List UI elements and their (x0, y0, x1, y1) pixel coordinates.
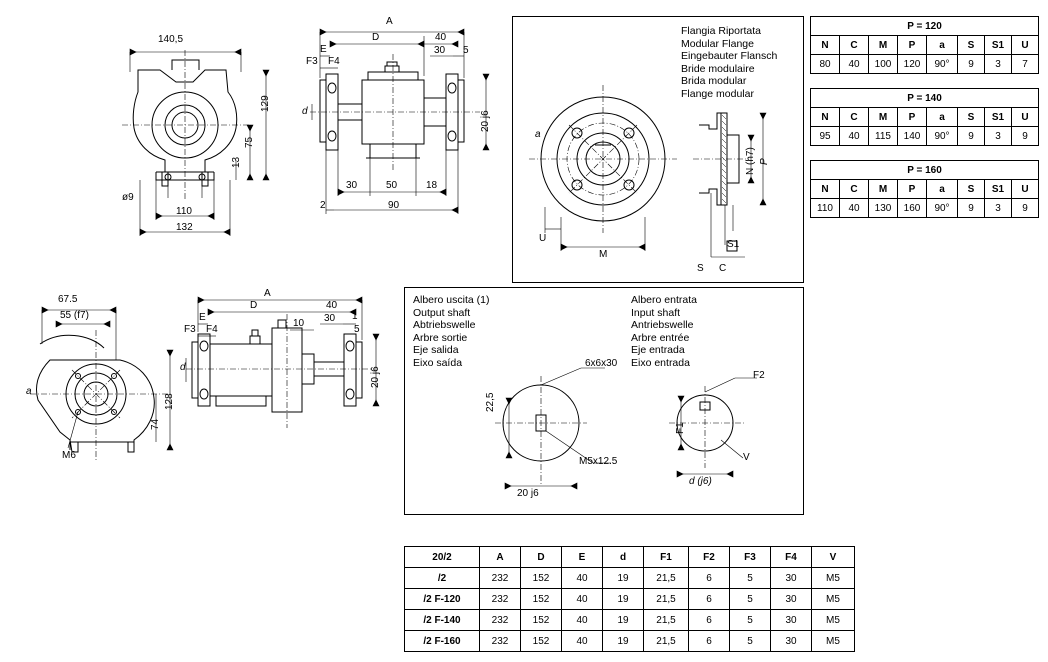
flange-caption-fr: Bride modulaire (681, 62, 755, 75)
p140-h-M: M (869, 108, 898, 127)
front-view-top-left (60, 20, 310, 250)
dim-30-right: 30 (434, 45, 446, 56)
flange-dim-M: M (599, 249, 608, 260)
p160-v-N: 110 (811, 199, 840, 218)
p160-v-C: 40 (840, 199, 869, 218)
main-r0-V: M5 (812, 568, 855, 589)
dim-90: 90 (388, 200, 400, 211)
dim-18: 18 (426, 180, 438, 191)
p120-v-M: 100 (869, 55, 898, 74)
table-row (811, 199, 1039, 218)
input-shaft-caption-de: Antriebswelle (631, 319, 694, 331)
p160-h-S: S (958, 180, 985, 199)
p140-h-S: S (958, 108, 985, 127)
dim-d-2: d (180, 362, 186, 373)
table-row (405, 568, 855, 589)
main-r1-F2: 6 (689, 589, 730, 610)
dim-50: 50 (386, 180, 398, 191)
dim-D: D (372, 32, 380, 43)
main-r1-F3: 5 (730, 589, 771, 610)
table-p160 (810, 160, 1039, 218)
p160-h-a: a (927, 180, 958, 199)
output-shaft-caption-it: Albero uscita (1) (413, 294, 490, 306)
p140-title: P = 140 (811, 89, 1039, 108)
main-r2-E: 40 (562, 610, 603, 631)
dim-diameter-9: ø9 (122, 192, 134, 203)
modular-flange-panel (512, 16, 804, 283)
p120-h-S1: S1 (985, 36, 1012, 55)
output-shaft-caption-pt: Eixo saída (413, 356, 463, 369)
main-r1-model: /2 F-120 (405, 589, 480, 610)
main-r1-E: 40 (562, 589, 603, 610)
p140-v-M: 115 (869, 127, 898, 146)
dim-20j6-2: 20 j6 (370, 366, 381, 388)
main-r1-F1: 21,5 (644, 589, 689, 610)
dim-140-5: 140,5 (158, 34, 184, 45)
main-r2-F1: 21,5 (644, 610, 689, 631)
main-r0-E: 40 (562, 568, 603, 589)
p140-h-U: U (1012, 108, 1039, 127)
p140-h-a: a (927, 108, 958, 127)
p120-h-C: C (840, 36, 869, 55)
flange-caption-it: Flangia Riportata (681, 25, 761, 37)
main-h-D: D (521, 547, 562, 568)
flange-dim-S1: S1 (727, 239, 740, 250)
p160-h-N: N (811, 180, 840, 199)
p160-title: P = 160 (811, 161, 1039, 180)
dim-13: 13 (231, 156, 242, 168)
main-r0-F2: 6 (689, 568, 730, 589)
p140-h-S1: S1 (985, 108, 1012, 127)
main-r3-A: 232 (480, 631, 521, 652)
dim-30-bottom: 30 (346, 180, 358, 191)
section-view-top-middle (290, 14, 510, 244)
dim-67-5: 67.5 (58, 294, 78, 305)
p140-h-P: P (898, 108, 927, 127)
table-main (404, 546, 855, 652)
output-shaft-caption-de: Abtriebswelle (413, 319, 476, 331)
dim-132: 132 (176, 222, 193, 233)
main-r3-D: 152 (521, 631, 562, 652)
main-r1-D: 152 (521, 589, 562, 610)
dim-D-2: D (250, 300, 258, 311)
dim-128: 128 (164, 393, 175, 410)
dim-F3-2: F3 (184, 324, 196, 335)
dim-55-f7: 55 (f7) (60, 310, 89, 321)
dim-E-2: E (199, 312, 206, 323)
table-row (811, 55, 1039, 74)
flange-dim-a: a (535, 129, 541, 140)
dim-40-2: 40 (326, 300, 338, 311)
p140-v-U: 9 (1012, 127, 1039, 146)
p120-title: P = 120 (811, 17, 1039, 36)
p120-v-S: 9 (958, 55, 985, 74)
main-r3-F4: 30 (771, 631, 812, 652)
output-shaft-caption-en: Output shaft (413, 306, 471, 319)
main-r2-D: 152 (521, 610, 562, 631)
main-r2-F4: 30 (771, 610, 812, 631)
p160-v-a: 90° (927, 199, 958, 218)
main-h-F1: F1 (644, 547, 689, 568)
input-shaft-caption-en: Input shaft (631, 306, 681, 319)
dim-20j6: 20 j6 (480, 110, 491, 132)
p140-v-P: 140 (898, 127, 927, 146)
input-shaft-caption-es: Eje entrada (631, 344, 685, 356)
main-r3-d: 19 (603, 631, 644, 652)
flange-caption-en: Modular Flange (681, 37, 754, 50)
table-p120 (810, 16, 1039, 74)
dim-A-2: A (264, 288, 271, 299)
table-row (405, 610, 855, 631)
p140-v-S: 9 (958, 127, 985, 146)
main-r2-V: M5 (812, 610, 855, 631)
p160-h-S1: S1 (985, 180, 1012, 199)
p120-v-U: 7 (1012, 55, 1039, 74)
flange-caption-pt: Flange modular (681, 87, 754, 100)
table-row (811, 127, 1039, 146)
flange-dim-S: S (697, 263, 704, 274)
p160-v-S1: 3 (985, 199, 1012, 218)
dim-110: 110 (176, 206, 192, 217)
main-r0-model: /2 (405, 568, 480, 589)
p140-h-C: C (840, 108, 869, 127)
main-r0-d: 19 (603, 568, 644, 589)
p160-v-P: 160 (898, 199, 927, 218)
main-r1-d: 19 (603, 589, 644, 610)
p160-h-P: P (898, 180, 927, 199)
flange-dim-C: C (719, 263, 727, 274)
main-r2-F3: 5 (730, 610, 771, 631)
main-r2-A: 232 (480, 610, 521, 631)
main-r3-model: /2 F-160 (405, 631, 480, 652)
flange-caption-de: Eingebauter Flansch (681, 50, 778, 62)
dim-A: A (386, 16, 393, 27)
input-dim-d-j6: d (j6) (689, 476, 712, 487)
main-r3-F1: 21,5 (644, 631, 689, 652)
main-r0-D: 152 (521, 568, 562, 589)
input-dim-F1: F1 (675, 422, 686, 434)
dim-40: 40 (435, 32, 447, 43)
output-dim-M5x12-5: M5x12.5 (579, 456, 618, 467)
p140-v-N: 95 (811, 127, 840, 146)
section-view-bottom-middle (180, 288, 400, 468)
p160-v-U: 9 (1012, 199, 1039, 218)
dim-a: a (26, 386, 32, 397)
p140-v-a: 90° (927, 127, 958, 146)
input-dim-F2: F2 (753, 370, 765, 381)
p140-h-N: N (811, 108, 840, 127)
output-dim-20j6: 20 j6 (517, 488, 539, 499)
p120-v-P: 120 (898, 55, 927, 74)
dim-F3: F3 (306, 56, 318, 67)
p120-v-S1: 3 (985, 55, 1012, 74)
shaft-panel (404, 287, 804, 515)
main-r0-A: 232 (480, 568, 521, 589)
input-shaft-caption-pt: Eixo entrada (631, 356, 690, 369)
main-h-F2: F2 (689, 547, 730, 568)
main-r0-F4: 30 (771, 568, 812, 589)
p140-v-C: 40 (840, 127, 869, 146)
dim-M6: M6 (62, 450, 76, 461)
main-h-A: A (480, 547, 521, 568)
dim-10: 10 (293, 318, 305, 329)
output-shaft-caption-es: Eje salida (413, 344, 459, 356)
table-row (405, 631, 855, 652)
main-r3-V: M5 (812, 631, 855, 652)
main-r3-F3: 5 (730, 631, 771, 652)
main-r1-V: M5 (812, 589, 855, 610)
main-h-model: 20/2 (405, 547, 480, 568)
main-r2-model: /2 F-140 (405, 610, 480, 631)
main-r1-F4: 30 (771, 589, 812, 610)
flange-caption-es: Brida modular (681, 75, 747, 87)
p160-v-S: 9 (958, 199, 985, 218)
flange-dim-P: P (759, 158, 770, 165)
main-r3-E: 40 (562, 631, 603, 652)
main-h-V: V (812, 547, 855, 568)
dim-1: 1 (352, 311, 358, 322)
dim-d: d (302, 106, 308, 117)
main-r1-A: 232 (480, 589, 521, 610)
p160-v-M: 130 (869, 199, 898, 218)
p140-table (810, 88, 1039, 146)
p140-v-S1: 3 (985, 127, 1012, 146)
main-h-F4: F4 (771, 547, 812, 568)
dim-129: 129 (260, 95, 271, 112)
input-shaft-caption-it: Albero entrata (631, 294, 697, 306)
p120-h-P: P (898, 36, 927, 55)
main-h-d: d (603, 547, 644, 568)
flange-dim-N-h7: N (h7) (745, 147, 756, 175)
p120-v-C: 40 (840, 55, 869, 74)
dim-F4: F4 (328, 56, 340, 67)
p120-h-U: U (1012, 36, 1039, 55)
p120-h-M: M (869, 36, 898, 55)
main-r2-d: 19 (603, 610, 644, 631)
main-h-E: E (562, 547, 603, 568)
p120-h-a: a (927, 36, 958, 55)
p120-table (810, 16, 1039, 74)
table-p140 (810, 88, 1039, 146)
p160-h-U: U (1012, 180, 1039, 199)
dim-F4-2: F4 (206, 324, 218, 335)
p120-v-a: 90° (927, 55, 958, 74)
input-shaft-caption-fr: Arbre entrée (631, 331, 690, 344)
main-spec-table (404, 546, 855, 652)
p120-h-N: N (811, 36, 840, 55)
dim-E: E (320, 44, 327, 55)
main-r3-F2: 6 (689, 631, 730, 652)
dim-75: 75 (244, 136, 255, 148)
output-dim-22-5: 22,5 (485, 392, 496, 412)
dim-5-2: 5 (354, 324, 360, 335)
dim-74: 74 (150, 418, 161, 430)
output-shaft-caption-fr: Arbre sortie (413, 331, 468, 344)
main-r0-F1: 21,5 (644, 568, 689, 589)
p160-table (810, 160, 1039, 218)
p120-h-S: S (958, 36, 985, 55)
dim-2: 2 (320, 200, 326, 211)
main-r0-F3: 5 (730, 568, 771, 589)
flange-dim-U: U (539, 233, 547, 244)
table-row (405, 589, 855, 610)
dim-30-2: 30 (324, 313, 336, 324)
p160-h-M: M (869, 180, 898, 199)
output-dim-key: 6x6x30 (585, 358, 618, 369)
dim-5-right: 5 (463, 45, 469, 56)
main-r2-F2: 6 (689, 610, 730, 631)
p120-v-N: 80 (811, 55, 840, 74)
input-dim-V: V (743, 452, 750, 463)
p160-h-C: C (840, 180, 869, 199)
main-h-F3: F3 (730, 547, 771, 568)
